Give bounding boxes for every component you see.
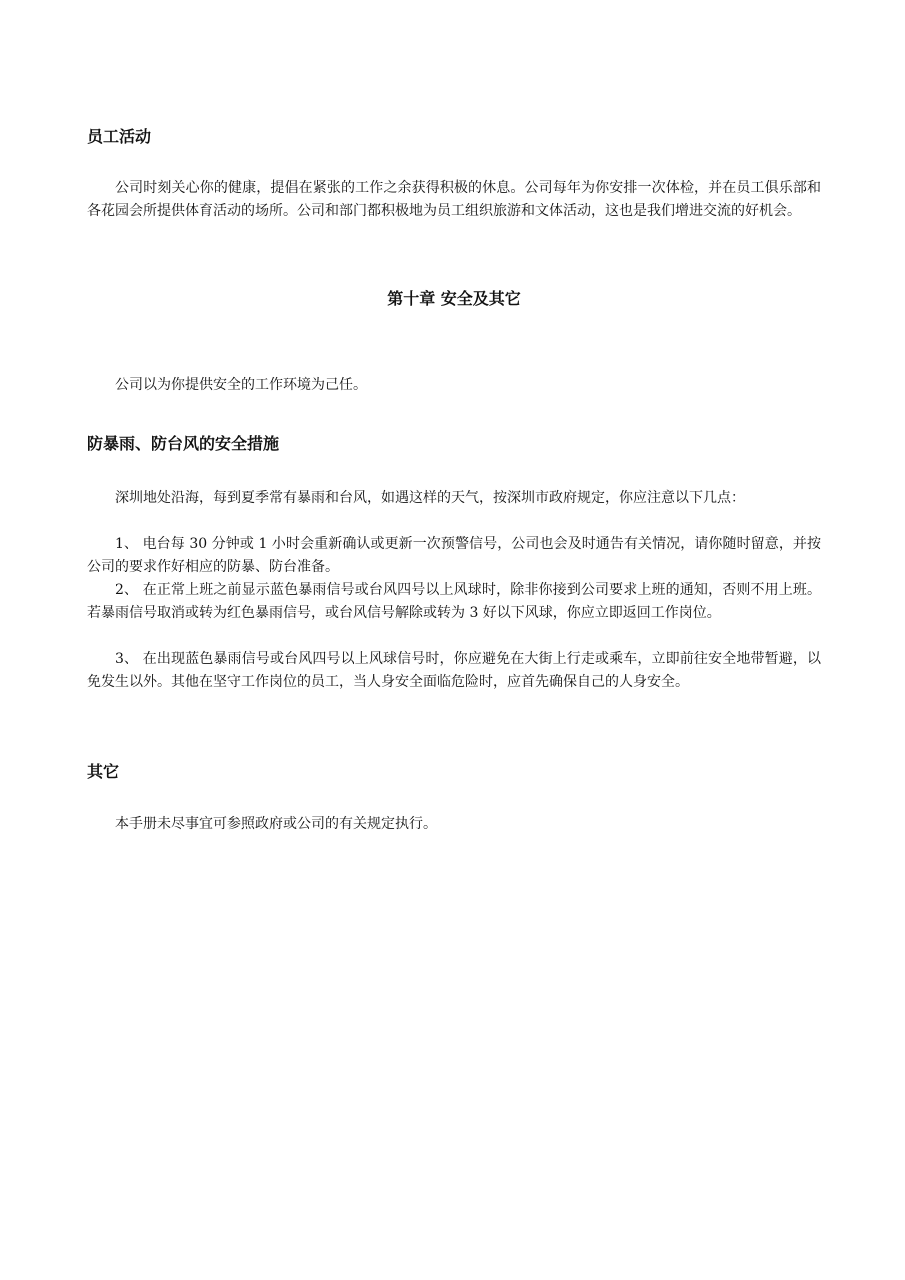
employee-activities-paragraph: 公司时刻关心你的健康，提倡在紧张的工作之余获得积极的休息。公司每年为你安排一次体检，并在员工俱乐部和各花园会所提供体育活动的场所。公司和部门都积极地为员工组织旅游和文体活动，这也是我们增进交流的好机会。 [87,180,821,219]
section-heading-other: 其它 [87,762,120,781]
storm-typhoon-intro-paragraph: 深圳地处沿海，每到夏季常有暴雨和台风，如遇这样的天气，按深圳市政府规定，你应注意以下几点： [115,490,745,506]
storm-typhoon-item-1: 1、 电台每 30 分钟或 1 小时会重新确认或更新一次预警信号，公司也会及时通告有关情况，请你随时留意，并按公司的要求作好相应的防暴、防台准备。 [87,536,821,575]
section-heading-employee-activities: 员工活动 [87,127,152,146]
section-heading-storm-typhoon: 防暴雨、防台风的安全措施 [87,434,280,453]
chapter-title: 第十章 安全及其它 [387,289,521,308]
other-paragraph: 本手册未尽事宜可参照政府或公司的有关规定执行。 [115,816,437,832]
storm-typhoon-item-3: 3、 在出现蓝色暴雨信号或台风四号以上风球信号时，你应避免在大街上行走或乘车，立即前往安全地带暂避，以免发生以外。其他在坚守工作岗位的员工，当人身安全面临危险时，应首先确保自己的人身安全。 [87,651,821,690]
document-page [87,0,821,1280]
storm-typhoon-item-2: 2、 在正常上班之前显示蓝色暴雨信号或台风四号以上风球时，除非你接到公司要求上班的通知，否则不用上班。若暴雨信号取消或转为红色暴雨信号，或台风信号解除或转为 3 好以下风球，你应立即返回工作岗位。 [87,582,821,621]
chapter-intro-paragraph: 公司以为你提供安全的工作环境为己任。 [115,377,367,393]
